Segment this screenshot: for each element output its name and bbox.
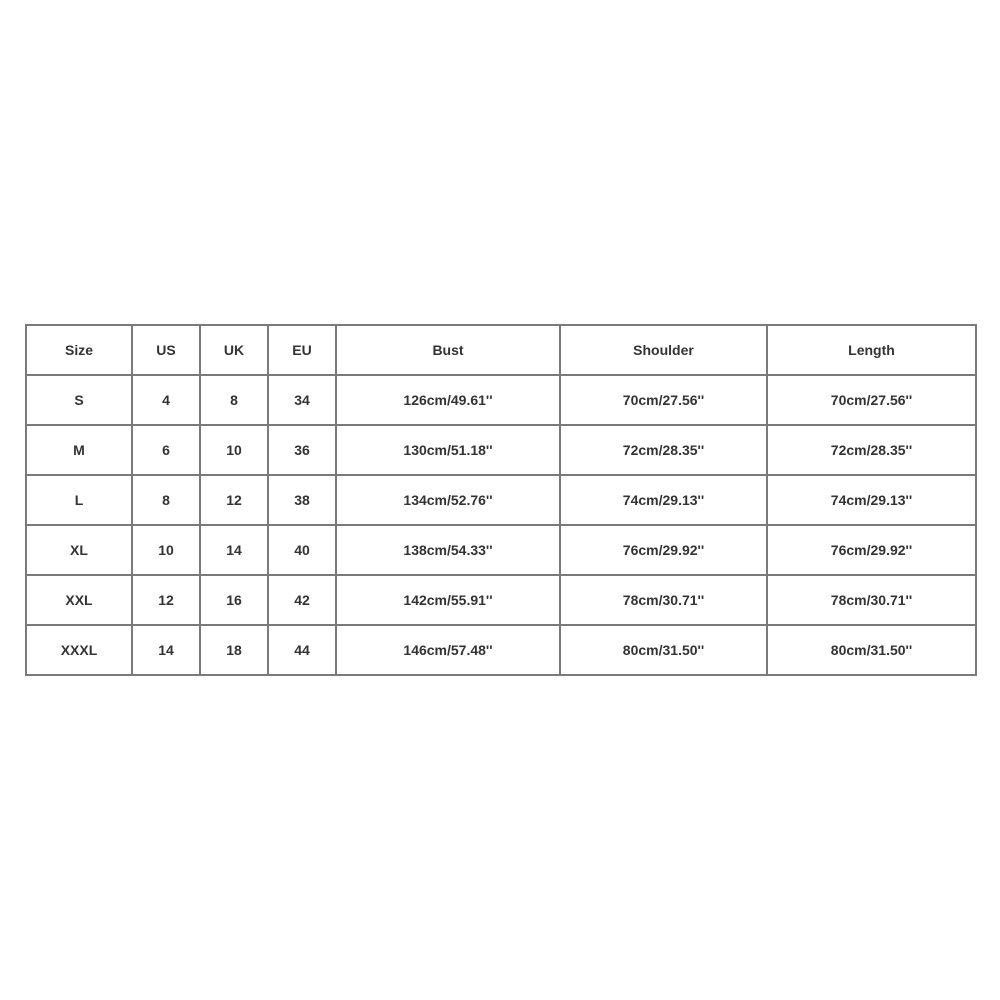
cell-uk: 12: [200, 475, 268, 525]
header-length: Length: [767, 325, 976, 375]
cell-size: XXL: [26, 575, 132, 625]
cell-length: 72cm/28.35'': [767, 425, 976, 475]
cell-size: L: [26, 475, 132, 525]
cell-shoulder: 74cm/29.13'': [560, 475, 767, 525]
cell-length: 76cm/29.92'': [767, 525, 976, 575]
cell-size: S: [26, 375, 132, 425]
header-size: Size: [26, 325, 132, 375]
cell-eu: 34: [268, 375, 336, 425]
cell-uk: 14: [200, 525, 268, 575]
cell-bust: 130cm/51.18'': [336, 425, 560, 475]
size-chart-table: [25, 324, 977, 676]
header-eu: EU: [268, 325, 336, 375]
cell-us: 4: [132, 375, 200, 425]
cell-eu: 40: [268, 525, 336, 575]
cell-shoulder: 72cm/28.35'': [560, 425, 767, 475]
header-shoulder: Shoulder: [560, 325, 767, 375]
cell-length: 70cm/27.56'': [767, 375, 976, 425]
table-row: [26, 575, 976, 625]
cell-size: M: [26, 425, 132, 475]
header-uk: UK: [200, 325, 268, 375]
cell-bust: 146cm/57.48'': [336, 625, 560, 675]
cell-uk: 18: [200, 625, 268, 675]
cell-bust: 138cm/54.33'': [336, 525, 560, 575]
cell-us: 12: [132, 575, 200, 625]
cell-bust: 134cm/52.76'': [336, 475, 560, 525]
cell-length: 78cm/30.71'': [767, 575, 976, 625]
table-row: [26, 625, 976, 675]
cell-eu: 42: [268, 575, 336, 625]
header-bust: Bust: [336, 325, 560, 375]
header-us: US: [132, 325, 200, 375]
cell-shoulder: 78cm/30.71'': [560, 575, 767, 625]
cell-us: 14: [132, 625, 200, 675]
cell-size: XL: [26, 525, 132, 575]
cell-shoulder: 80cm/31.50'': [560, 625, 767, 675]
cell-shoulder: 76cm/29.92'': [560, 525, 767, 575]
cell-length: 80cm/31.50'': [767, 625, 976, 675]
cell-shoulder: 70cm/27.56'': [560, 375, 767, 425]
cell-uk: 10: [200, 425, 268, 475]
cell-us: 10: [132, 525, 200, 575]
table-row: [26, 425, 976, 475]
cell-eu: 36: [268, 425, 336, 475]
cell-eu: 38: [268, 475, 336, 525]
cell-bust: 126cm/49.61'': [336, 375, 560, 425]
table-header-row: [26, 325, 976, 375]
cell-size: XXXL: [26, 625, 132, 675]
table-row: [26, 525, 976, 575]
cell-uk: 16: [200, 575, 268, 625]
cell-us: 6: [132, 425, 200, 475]
table-row: [26, 475, 976, 525]
cell-uk: 8: [200, 375, 268, 425]
table-row: [26, 375, 976, 425]
cell-us: 8: [132, 475, 200, 525]
cell-length: 74cm/29.13'': [767, 475, 976, 525]
cell-eu: 44: [268, 625, 336, 675]
cell-bust: 142cm/55.91'': [336, 575, 560, 625]
